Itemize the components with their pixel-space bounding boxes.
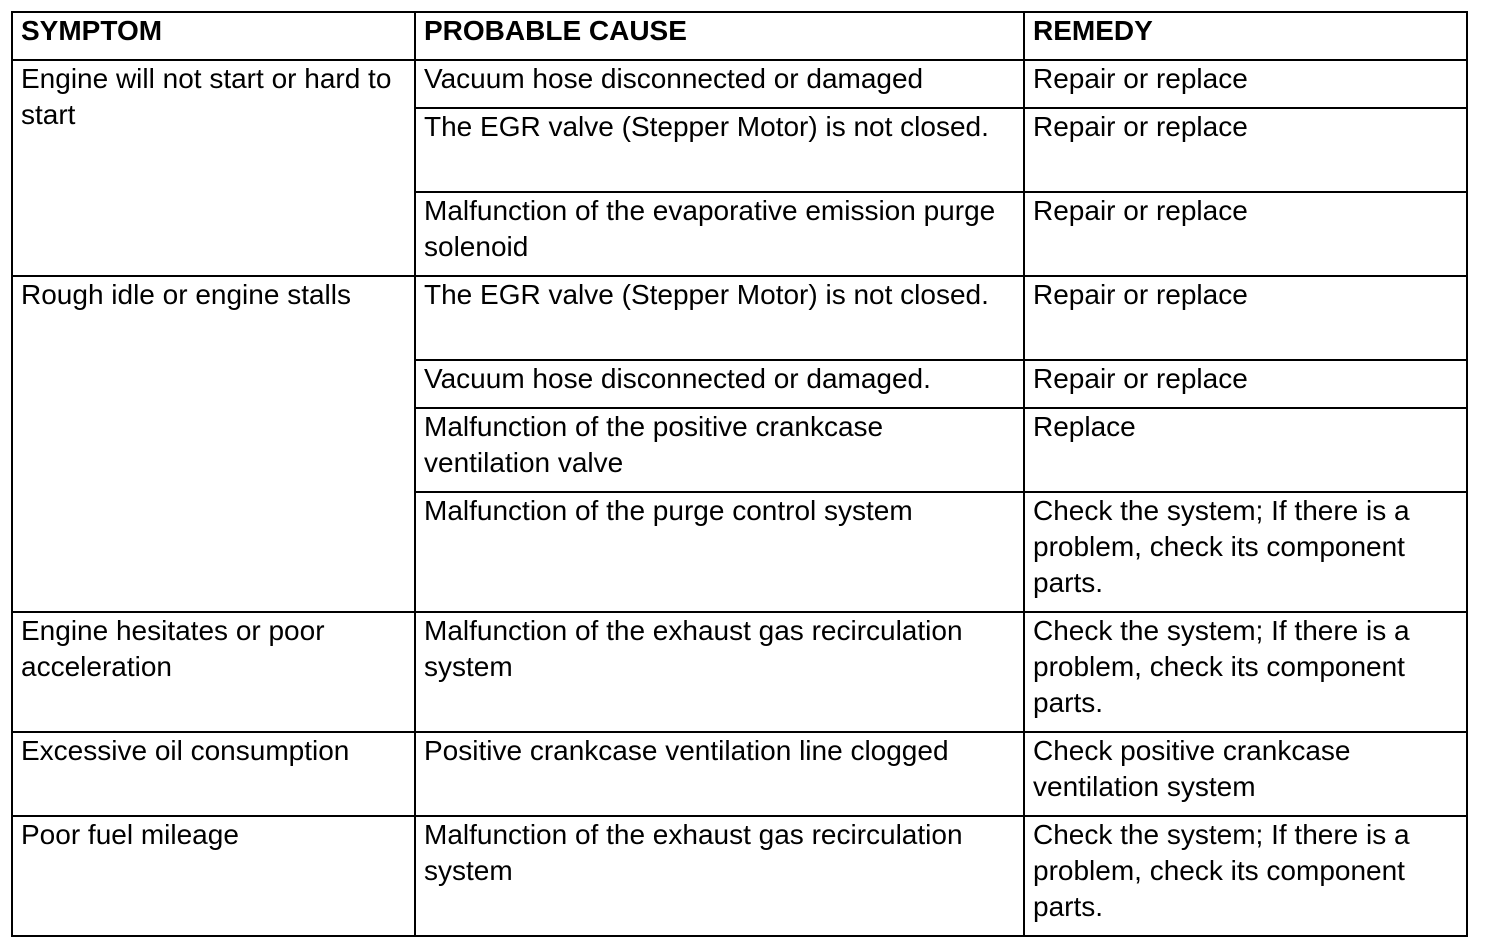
header-probable-cause: PROBABLE CAUSE xyxy=(415,12,1024,60)
cause-cell: The EGR valve (Stepper Motor) is not closed. xyxy=(415,108,1024,192)
table-row xyxy=(12,732,1467,816)
table-row xyxy=(12,60,1467,108)
remedy-cell: Check positive crankcase ventilation system xyxy=(1024,732,1467,816)
remedy-cell: Check the system; If there is a problem, check its component parts. xyxy=(1024,492,1467,612)
symptom-cell: Engine will not start or hard to start xyxy=(12,60,415,276)
cause-cell: Positive crankcase ventilation line clogged xyxy=(415,732,1024,816)
symptom-cell: Poor fuel mileage xyxy=(12,816,415,936)
cause-cell: Malfunction of the positive crankcase ventilation valve xyxy=(415,408,1024,492)
table-row xyxy=(12,612,1467,732)
remedy-cell: Repair or replace xyxy=(1024,60,1467,108)
header-row xyxy=(12,12,1467,60)
cause-cell: Malfunction of the purge control system xyxy=(415,492,1024,612)
table-row xyxy=(12,276,1467,360)
remedy-cell: Repair or replace xyxy=(1024,360,1467,408)
cause-cell: Malfunction of the exhaust gas recirculation system xyxy=(415,612,1024,732)
cause-cell: Malfunction of the exhaust gas recirculation system xyxy=(415,816,1024,936)
symptom-cell: Excessive oil consumption xyxy=(12,732,415,816)
symptom-cell: Rough idle or engine stalls xyxy=(12,276,415,612)
cause-cell: Vacuum hose disconnected or damaged. xyxy=(415,360,1024,408)
symptom-cell: Engine hesitates or poor acceleration xyxy=(12,612,415,732)
header-remedy: REMEDY xyxy=(1024,12,1467,60)
remedy-cell: Check the system; If there is a problem, check its component parts. xyxy=(1024,816,1467,936)
table-row xyxy=(12,816,1467,936)
cause-cell: Malfunction of the evaporative emission purge solenoid xyxy=(415,192,1024,276)
cause-cell: The EGR valve (Stepper Motor) is not closed. xyxy=(415,276,1024,360)
remedy-cell: Check the system; If there is a problem, check its component parts. xyxy=(1024,612,1467,732)
troubleshooting-table xyxy=(11,11,1468,937)
remedy-cell: Repair or replace xyxy=(1024,276,1467,360)
cause-cell: Vacuum hose disconnected or damaged xyxy=(415,60,1024,108)
remedy-cell: Replace xyxy=(1024,408,1467,492)
remedy-cell: Repair or replace xyxy=(1024,192,1467,276)
remedy-cell: Repair or replace xyxy=(1024,108,1467,192)
header-symptom: SYMPTOM xyxy=(12,12,415,60)
